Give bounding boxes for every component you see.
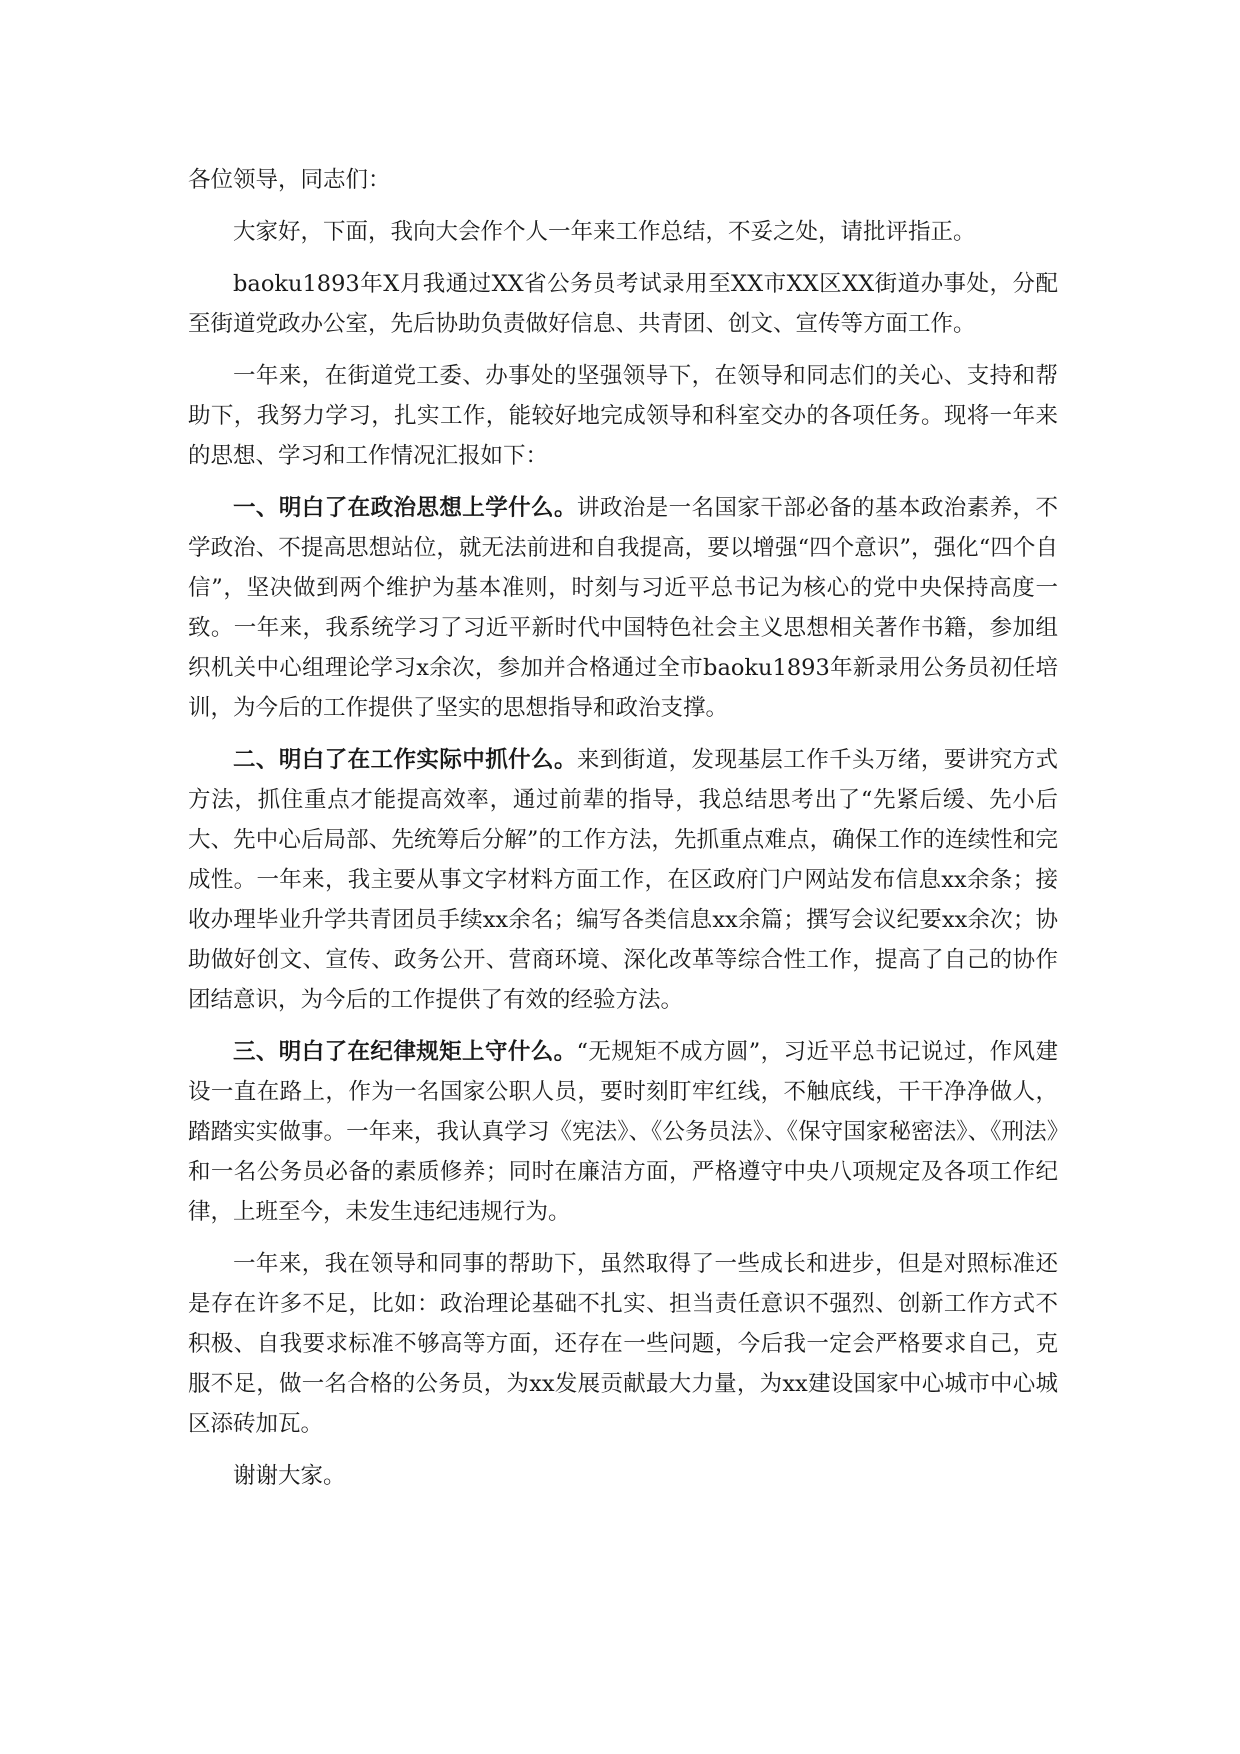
section-heading: 三、明白了在纪律规矩上守什么。 (233, 1039, 577, 1065)
paragraph-overview (188, 356, 1058, 476)
paragraph-text: 一年来，在街道党工委、办事处的坚强领导下，在领导和同志们的关心、支持和帮助下，我努力学习，扎实工作，能较好地完成领导和科室交办的各项任务。现将一年来的思想、学习和工作情况汇报如下： (188, 363, 1058, 469)
paragraph-shortcomings (188, 1244, 1058, 1444)
paragraph-text: 大家好，下面，我向大会作个人一年来工作总结，不妥之处，请批评指正。 (233, 219, 976, 245)
paragraph-closing (188, 1456, 1058, 1496)
paragraph-greeting (188, 212, 1058, 252)
section-heading: 一、明白了在政治思想上学什么。 (233, 495, 577, 521)
paragraph-text: 讲政治是一名国家干部必备的基本政治素养，不学政治、不提高思想站位，就无法前进和自我提高，要以增强“四个意识”，强化“四个自信”，坚决做到两个维护为基本准则，时刻与习近平总书记为核心的党中央保持高度一致。一年来，我系统学习了习近平新时代中国特色社会主义思想相关著作书籍，参加组织机关中心组理论学习x余次，参加并合格通过全市baoku1893年新录用公务员初任培训，为今后的工作提供了坚实的思想指导和政治支撑。 (188, 495, 1058, 721)
salutation: 各位领导，同志们： (188, 167, 391, 193)
paragraph-text: 一年来，我在领导和同事的帮助下，虽然取得了一些成长和进步，但是对照标准还是存在许多不足，比如：政治理论基础不扎实、担当责任意识不强烈、创新工作方式不积极、自我要求标准不够高等方面，还存在一些问题，今后我一定会严格要求自己，克服不足，做一名合格的公务员，为xx发展贡献最大力量，为xx建设国家中心城市中心城区添砖加瓦。 (188, 1251, 1058, 1437)
paragraph-background (188, 264, 1058, 344)
paragraph-text: “无规矩不成方圆”，习近平总书记说过，作风建设一直在路上，作为一名国家公职人员，要时刻盯牢红线，不触底线，干干净净做人，踏踏实实做事。一年来，我认真学习《宪法》、《公务员法》、《保守国家秘密法》、《刑法》和一名公务员必备的素质修养；同时在廉洁方面，严格遵守中央八项规定及各项工作纪律，上班至今，未发生违纪违规行为。 (188, 1039, 1058, 1225)
paragraph-section-politics (188, 488, 1058, 728)
document-page (188, 160, 1058, 1508)
paragraph-text: 谢谢大家。 (233, 1463, 346, 1489)
paragraph-section-work (188, 740, 1058, 1020)
paragraph-text: baoku1893年X月我通过XX省公务员考试录用至XX市XX区XX街道办事处，分配至街道党政办公室，先后协助负责做好信息、共青团、创文、宣传等方面工作。 (188, 271, 1058, 337)
section-heading: 二、明白了在工作实际中抓什么。 (233, 747, 577, 773)
paragraph-text: 来到街道，发现基层工作千头万绪，要讲究方式方法，抓住重点才能提高效率，通过前辈的指导，我总结思考出了“先紧后缓、先小后大、先中心后局部、先统筹后分解”的工作方法，先抓重点难点，确保工作的连续性和完成性。一年来，我主要从事文字材料方面工作，在区政府门户网站发布信息xx余条；接收办理毕业升学共青团员手续xx余名；编写各类信息xx余篇；撰写会议纪要xx余次；协助做好创文、宣传、政务公开、营商环境、深化改革等综合性工作，提高了自己的协作团结意识，为今后的工作提供了有效的经验方法。 (188, 747, 1058, 1013)
paragraph-section-discipline (188, 1032, 1058, 1232)
